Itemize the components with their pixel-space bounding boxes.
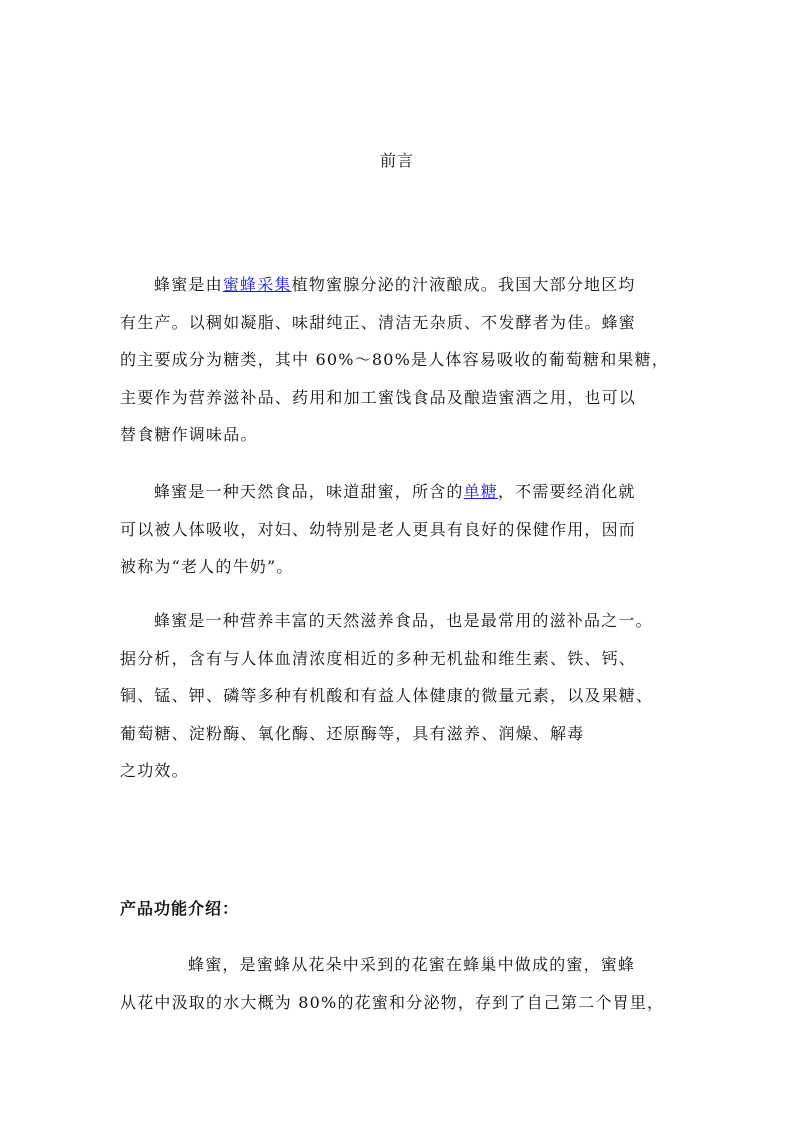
- preface-paragraph-1: [120, 266, 680, 454]
- preface-paragraph-3: [120, 602, 680, 790]
- page-title: 前言: [379, 151, 414, 170]
- paragraph-line: 葡萄糖、淀粉酶、氧化酶、还原酶等，具有滋养、润燥、解毒: [120, 723, 585, 743]
- preface-paragraph-2: [120, 473, 680, 586]
- paragraph-line: 有生产。以稠如凝脂、味甜纯正、清洁无杂质、不发酵者为佳。蜂蜜: [120, 312, 637, 332]
- paragraph-line: 被称为“老人的牛奶”。: [120, 557, 294, 576]
- paragraph-line: 可以被人体吸收，对妇、幼特别是老人更具有良好的保健作用，因而: [120, 519, 637, 539]
- text-run: 蜂蜜是由: [154, 275, 223, 294]
- paragraph-line: 蜂蜜是一种营养丰富的天然滋养食品，也是最常用的滋补品之一。: [154, 611, 653, 630]
- section-heading: 产品功能介绍：: [120, 899, 240, 918]
- paragraph-line: 据分析，含有与人体血清浓度相近的多种无机盐和维生素、铁、钙、: [120, 648, 637, 668]
- paragraph-line: 的主要成分为糖类，其中 60%～80%是人体容易吸收的葡萄糖和果糖，: [120, 350, 670, 369]
- product-paragraph: [120, 946, 680, 1021]
- paragraph-line: 从花中汲取的水大概为 80%的花蜜和分泌物，存到了自己第二个胃里，: [120, 992, 665, 1012]
- link-monosaccharide[interactable]: 单糖: [463, 482, 499, 501]
- text-run: 植物蜜腺分泌的汁液酿成。我国大部分地区均: [291, 275, 636, 294]
- text-run: ，不需要经消化就: [498, 482, 636, 501]
- paragraph-line: [120, 266, 680, 304]
- text-run: 蜂蜜是一种天然食品，味道甜蜜，所含的: [154, 482, 464, 501]
- paragraph-line: 之功效。: [120, 761, 189, 780]
- paragraph-line: 替食糖作调味品。: [120, 425, 258, 444]
- paragraph-line: 主要作为营养滋补品、药用和加工蜜饯食品及酿造蜜酒之用，也可以: [120, 387, 637, 407]
- paragraph-line: [120, 473, 680, 511]
- paragraph-line: 铜、锰、钾、磷等多种有机酸和有益人体健康的微量元素，以及果糖、: [120, 686, 654, 705]
- paragraph-line: 蜂蜜，是蜜蜂从花朵中采到的花蜜在蜂巢中做成的蜜，蜜蜂: [188, 955, 636, 974]
- link-bee-collecting[interactable]: 蜜蜂采集: [222, 275, 292, 294]
